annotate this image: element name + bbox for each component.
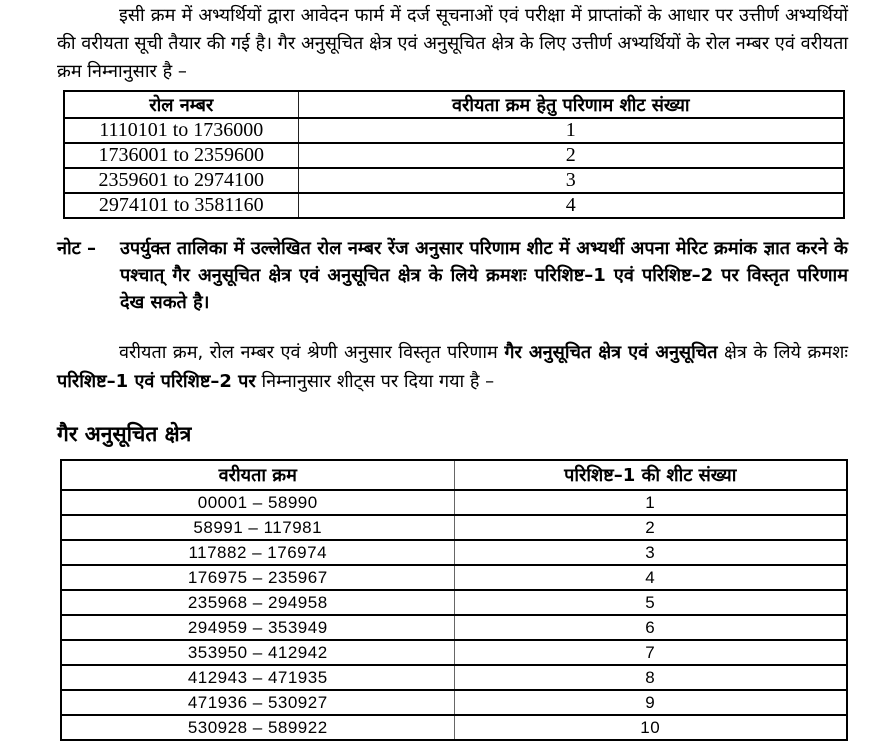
section-heading-non-scheduled-area: गैर अनुसूचित क्षेत्र xyxy=(57,422,192,446)
table-cell: 1110101 to 1736000 xyxy=(64,118,298,143)
table-cell: 3 xyxy=(298,168,844,193)
table-cell: 8 xyxy=(454,665,847,690)
table-row xyxy=(64,118,844,143)
roll-table-header-row xyxy=(64,91,844,118)
table-row xyxy=(61,690,847,715)
result-sheet-number-column-header: वरीयता क्रम हेतु परिणाम शीट संख्या xyxy=(298,91,844,118)
paragraph-text: वरीयता क्रम, रोल नम्बर एवं श्रेणी अनुसार विस्तृत परिणाम xyxy=(119,342,505,363)
detail-paragraph xyxy=(57,338,848,396)
table-cell: 176975 – 235967 xyxy=(61,565,454,590)
seniority-table xyxy=(60,459,848,741)
table-cell: 10 xyxy=(454,715,847,740)
seniority-table-body xyxy=(61,490,847,740)
table-cell: 7 xyxy=(454,640,847,665)
table-cell: 117882 – 176974 xyxy=(61,540,454,565)
table-cell: 00001 – 58990 xyxy=(61,490,454,515)
table-cell: 5 xyxy=(454,590,847,615)
table-row xyxy=(61,715,847,740)
table-row xyxy=(61,565,847,590)
table-cell: 4 xyxy=(454,565,847,590)
paragraph-bold-text: गैर अनुसूचित क्षेत्र एवं अनुसूचित xyxy=(504,342,718,363)
table-row xyxy=(61,590,847,615)
table-cell: 2974101 to 3581160 xyxy=(64,193,298,218)
table-row xyxy=(61,515,847,540)
table-row xyxy=(61,540,847,565)
table-cell: 4 xyxy=(298,193,844,218)
table-cell: 353950 – 412942 xyxy=(61,640,454,665)
seniority-order-column-header: वरीयता क्रम xyxy=(61,460,454,490)
paragraph-text: क्षेत्र के लिये क्रमशः xyxy=(717,342,848,363)
table-cell: 2 xyxy=(454,515,847,540)
table-cell: 1736001 to 2359600 xyxy=(64,143,298,168)
table-cell: 58991 – 117981 xyxy=(61,515,454,540)
note-text: उपर्युक्त तालिका में उल्लेखित रोल नम्बर रेंज अनुसार परिणाम शीट में अभ्यर्थी अपना मेरिट क्रमांक ज्ञात करने के पश्चात् गैर अनुसूचित क्षेत्र एवं अनुसूचित क्षेत्र के लिये क्रमशः परिशिष्ट–1 एवं परिशिष्ट–2 पर विस्तृत परिणाम देख सकते है। xyxy=(120,238,848,313)
note-label: नोट – xyxy=(57,238,96,259)
table-row xyxy=(64,168,844,193)
table-row xyxy=(61,665,847,690)
paragraph-text: निम्नानुसार शीट्स पर दिया गया है – xyxy=(255,371,495,392)
table-cell: 412943 – 471935 xyxy=(61,665,454,690)
paragraph-bold-text: परिशिष्ट–1 एवं परिशिष्ट–2 पर xyxy=(57,371,256,392)
table-row xyxy=(61,640,847,665)
table-cell: 2 xyxy=(298,143,844,168)
table-cell: 2359601 to 2974100 xyxy=(64,168,298,193)
roll-number-column-header: रोल नम्बर xyxy=(64,91,298,118)
table-cell: 9 xyxy=(454,690,847,715)
table-row xyxy=(61,490,847,515)
note-block xyxy=(57,235,848,316)
table-row xyxy=(64,193,844,218)
roll-table-body xyxy=(64,118,844,218)
table-cell: 1 xyxy=(454,490,847,515)
table-cell: 235968 – 294958 xyxy=(61,590,454,615)
intro-paragraph: इसी क्रम में अभ्यर्थियों द्वारा आवेदन फार्म में दर्ज सूचनाओं एवं परीक्षा में प्राप्तांकों के आधार पर उत्तीर्ण अभ्यर्थियों की वरीयता सूची तैयार की गई है। गैर अनुसूचित क्षेत्र एवं अनुसूचित क्षेत्र के लिए उत्तीर्ण अभ्यर्थियों के रोल नम्बर एवं वरीयता क्रम निम्नानुसार है – xyxy=(57,5,848,82)
table-row xyxy=(64,143,844,168)
table-cell: 471936 – 530927 xyxy=(61,690,454,715)
table-cell: 294959 – 353949 xyxy=(61,615,454,640)
table-cell: 3 xyxy=(454,540,847,565)
appendix1-sheet-number-column-header: परिशिष्ट–1 की शीट संख्या xyxy=(454,460,847,490)
seniority-table-header-row xyxy=(61,460,847,490)
table-cell: 530928 – 589922 xyxy=(61,715,454,740)
table-cell: 1 xyxy=(298,118,844,143)
table-cell: 6 xyxy=(454,615,847,640)
roll-number-table xyxy=(63,90,845,219)
table-row xyxy=(61,615,847,640)
